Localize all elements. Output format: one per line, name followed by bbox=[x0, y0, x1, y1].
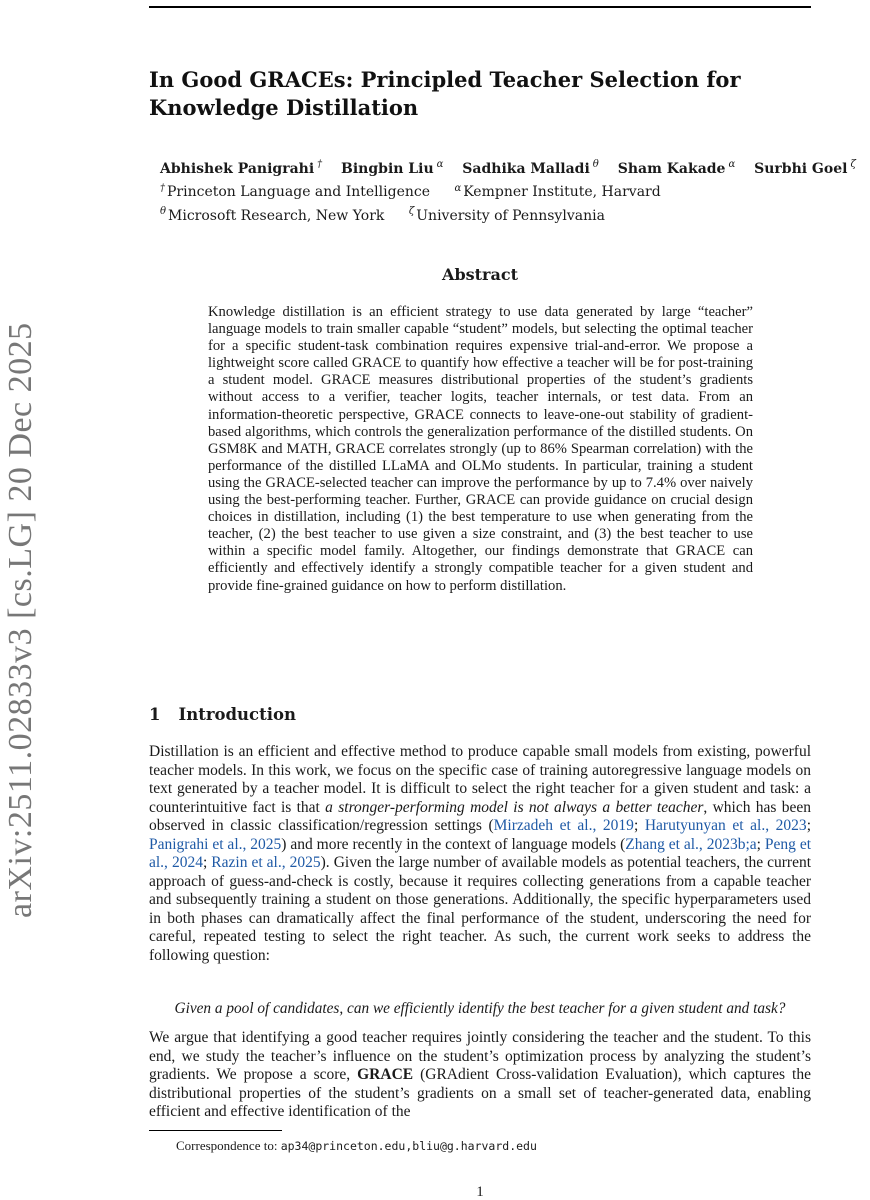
header-rule bbox=[149, 6, 811, 8]
introduction-paragraph: We argue that identifying a good teacher requires jointly considering the teacher and the student. To this end, we study the teacher’s influence on the student’s optimization process by analyzing the student’s gradients. We propose a score, GRACE (GRAdient Cross-validation Evaluation), which captures the distributional properties of the student’s gradients on a small set of teacher-generated data, enabling efficient and effective identification of the bbox=[149, 1029, 811, 1120]
author: Sham Kakade $^\alpha$ bbox=[617, 159, 736, 177]
author-list bbox=[160, 155, 856, 179]
affiliation: $^\zeta$ University of Pennsylvania bbox=[408, 206, 605, 224]
affiliation: † Princeton Language and Intelligence bbox=[160, 182, 430, 201]
citation-link[interactable]: Peng et al., 2024 bbox=[149, 835, 811, 871]
abstract-text: Knowledge distillation is an efficient strategy to use data generated by large “teacher” language models to train smaller capable “student” models, but selecting the optimal teacher for a specific student-task combination requires expensive trial-and-error. We propose a lightweight score called GRACE to quantify how effective a teacher will be for post-training a student model. GRACE measures distributional properties of the student’s gradients without access to a verifier, teacher logits, teacher internals, or test data. From an information-theoretic perspective, GRACE connects to leave-one-out stability of gradient-based algorithms, which controls the generalization performance of the distilled students. On GSM8K and MATH, GRACE correlates strongly (up to 86% Spearman correlation) with the performance of the distilled LLaMA and OLMo students. In particular, training a student using the GRACE-selected teacher can improve the performance by up to 7.4% over naively using the best-performing teacher. Further, GRACE can provide guidance on crucial design choices in distillation, including (1) the best temperature to use when generating from the teacher, (2) the best teacher to use given a size constraint, and (3) the best teacher to use within a specific model family. Altogether, our findings demonstrate that GRACE can efficiently and effectively identify a strongly compatible teacher for a given student and provide fine-grained guidance on how to perform distillation. bbox=[208, 304, 753, 594]
abstract-heading: Abstract bbox=[442, 265, 518, 284]
citation-link[interactable]: Razin et al., 2025 bbox=[211, 854, 321, 871]
affiliation-mark: α bbox=[436, 159, 444, 170]
affiliation: $^\alpha$ Kempner Institute, Harvard bbox=[454, 182, 661, 201]
author-block bbox=[160, 155, 856, 226]
affiliation-line bbox=[160, 202, 826, 226]
citation-link[interactable]: Mirzadeh et al., 2019 bbox=[493, 817, 634, 834]
arxiv-identifier-stamp[interactable]: arXiv:2511.02833v3 [cs.LG] 20 Dec 2025 bbox=[2, 322, 39, 918]
grace-term: GRACE bbox=[357, 1066, 414, 1083]
research-question: Given a pool of candidates, can we efficiently identify the best teacher for a given student and task? bbox=[174, 1000, 786, 1017]
paper-title: In Good GRACEs: Principled Teacher Selection for Knowledge Distillation bbox=[149, 67, 741, 120]
footnote-rule bbox=[149, 1130, 282, 1131]
section-title: Introduction bbox=[178, 705, 296, 724]
email-link[interactable]: ap34@princeton.edu bbox=[280, 1139, 406, 1153]
section-number: 1 bbox=[149, 705, 161, 724]
correspondence-footnote: Correspondence to: ap34@princeton.edu,bliu@g.harvard.edu bbox=[176, 1138, 537, 1153]
affiliation-mark: ζ bbox=[850, 159, 856, 170]
section-heading-introduction bbox=[149, 704, 296, 726]
page-number: 1 bbox=[476, 1184, 484, 1200]
email-link[interactable]: bliu@g.harvard.edu bbox=[412, 1139, 537, 1153]
affiliation-mark: α bbox=[728, 159, 736, 170]
affiliation-line bbox=[160, 179, 826, 203]
citation-link[interactable]: Zhang et al., 2023b;a bbox=[625, 835, 757, 853]
author: Sadhika Malladi $^\theta$ bbox=[462, 159, 599, 177]
citation-link[interactable]: Harutyunyan et al., 2023 bbox=[644, 817, 807, 834]
author: Surbhi Goel $^\zeta$ bbox=[754, 159, 856, 177]
emphasis-text: a stronger-performing model is not always a better teacher bbox=[325, 798, 704, 816]
affiliation-mark: † bbox=[317, 159, 323, 170]
author: Abhishek Panigrahi † bbox=[160, 159, 323, 177]
introduction-paragraph: Distillation is an efficient and effective method to produce capable small models from existing, powerful teacher models. In this work, we focus on the specific case of training autoregressive language models on text generated by a teacher model. It is difficult to select the right teacher for a given student and task: a counterintuitive fact is that a stronger-performing model is not always a better teacher, which has been observed in classic classification/regression settings (Mirzadeh et al., 2019; Harutyunyan et al., 2023; Panigrahi et al., 2025) and more recently in the context of language models (Zhang et al., 2023b;a; Peng et al., 2024; Razin et al., 2025). Given the large number of available models as potential teachers, the current approach of guess-and-check is costly, because it requires collecting generations from a capable teacher and subsequently training a student on those generations. Additionally, the specific hyperparameters used in both phases can dramatically affect the final performance of the student, underscoring the need for careful, repeated testing to select the right teacher. As such, the current work seeks to address the following question: bbox=[149, 743, 812, 964]
author: Bingbin Liu $^\alpha$ bbox=[341, 159, 444, 177]
affiliation: $^\theta$ Microsoft Research, New York bbox=[160, 206, 385, 224]
citation-link[interactable]: Panigrahi et al., 2025 bbox=[149, 835, 282, 853]
affiliation-mark: θ bbox=[592, 159, 599, 170]
